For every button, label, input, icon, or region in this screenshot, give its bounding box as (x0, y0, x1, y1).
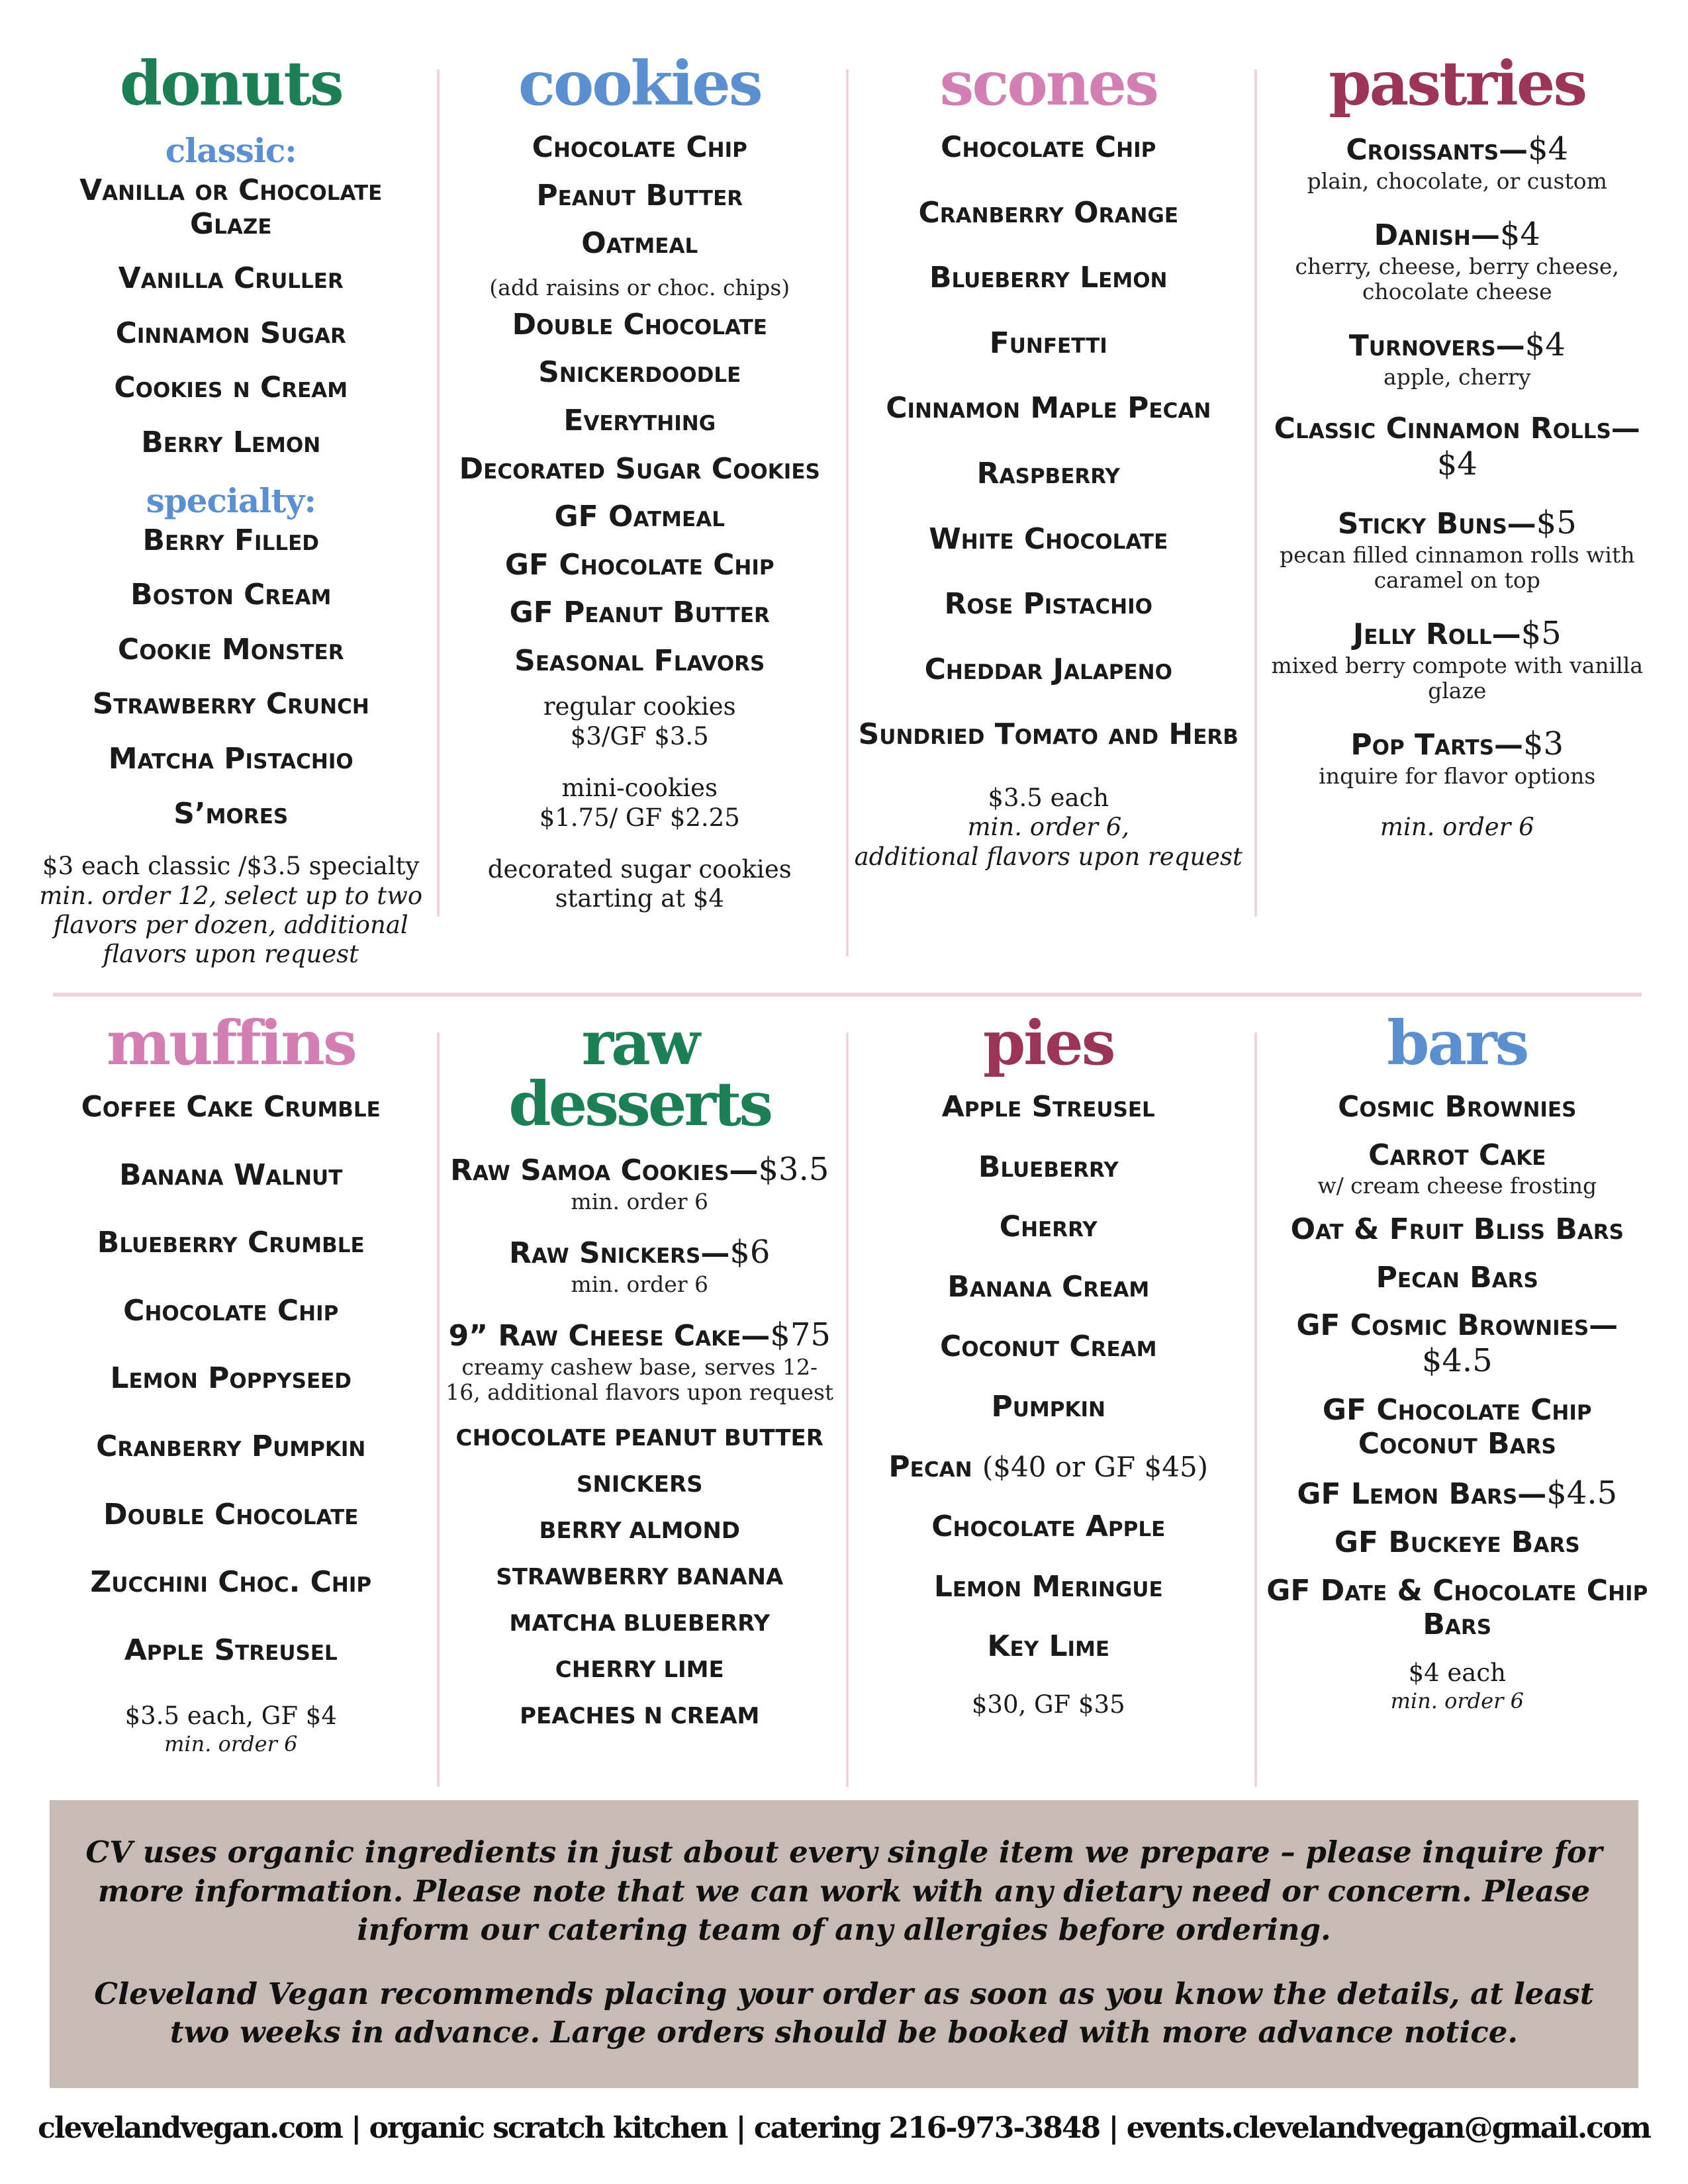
menu-item-name: Pop Tarts—$3 (1350, 725, 1564, 763)
decorated-cookies-price: starting at $4 (555, 884, 724, 913)
menu-item: Key Lime (987, 1629, 1110, 1664)
menu-item-price: $6 (729, 1234, 771, 1271)
scones-extra: additional flavors upon request (854, 842, 1243, 871)
raw-desserts-heading: raw desserts (508, 1007, 771, 1140)
menu-item: Coconut Cream (939, 1330, 1157, 1364)
menu-item: BERRY ALMOND (539, 1518, 740, 1545)
donuts-terms: min. order 12, select up to two flavors per dozen, additional flavors upon request (39, 881, 423, 969)
menu-item (1262, 131, 1653, 194)
pastries-column (1253, 48, 1662, 966)
menu-item-name: Classic Cinnamon Rolls—$4 (1274, 412, 1640, 482)
menu-item-note: plain, chocolate, or custom (1307, 168, 1607, 195)
specialty-donut-list (36, 524, 426, 831)
menu-item: MATCHA BLUEBERRY (509, 1610, 771, 1637)
cookie-list-more (445, 308, 835, 678)
menu-item (1262, 216, 1653, 304)
mini-cookies-label: mini-cookies (561, 774, 718, 803)
menu-item (1262, 1526, 1653, 1560)
regular-cookies-label: regular cookies (543, 692, 736, 721)
pastry-list (1262, 131, 1653, 789)
pie-list (853, 1091, 1244, 1424)
menu-item: Blueberry Lemon (929, 261, 1168, 295)
menu-item: Apple Streusel (124, 1633, 338, 1667)
scone-list (853, 131, 1244, 752)
menu-item: Zucchini Choc. Chip (90, 1565, 372, 1600)
menu-item: PEACHES N CREAM (520, 1703, 760, 1730)
menu-item: Sundried Tomato and Herb (858, 717, 1239, 752)
menu-item-name: GF Buckeye Bars (1334, 1525, 1580, 1560)
menu-item-name: GF Lemon Bars—$4.5 (1297, 1475, 1618, 1512)
menu-item-price: $3.5 (758, 1151, 829, 1188)
pie-list-more (853, 1510, 1244, 1664)
menu-item: Oatmeal (581, 226, 698, 261)
cookies-column (436, 48, 845, 966)
menu-item-name: Sticky Buns—$5 (1337, 504, 1577, 542)
menu-item: Lemon Meringue (933, 1569, 1163, 1604)
raw-flavor-list (445, 1425, 835, 1729)
menu-item: Cranberry Orange (918, 195, 1179, 230)
menu-item: GF Oatmeal (554, 500, 725, 534)
menu-item-name: Jelly Roll—$5 (1352, 615, 1562, 653)
menu-item-note: inquire for flavor options (1319, 763, 1596, 790)
menu-item-name: GF Cosmic Brownies—$4.5 (1296, 1308, 1618, 1379)
menu-item: Banana Walnut (119, 1158, 343, 1192)
menu-item (1262, 615, 1653, 704)
donuts-price: $3 each classic /$3.5 specialty (42, 852, 420, 881)
menu-item-name: Raw Samoa Cookies—$3.5 (450, 1151, 829, 1188)
divider-horizontal (53, 993, 1642, 997)
cookie-list (445, 131, 835, 261)
menu-item-price: $4.5 (1546, 1475, 1618, 1512)
divider-vertical (1254, 69, 1257, 917)
menu-item-note: mixed berry compote with vanilla glaze (1271, 653, 1644, 704)
pastries-heading: pastries (1329, 48, 1586, 119)
menu-item: Lemon Poppyseed (110, 1361, 352, 1396)
menu-item-price: $4 (1499, 216, 1540, 253)
menu-item: Funfetti (989, 326, 1107, 360)
raw-desserts-column (436, 1007, 845, 1794)
menu-item-price: $5 (1536, 504, 1577, 542)
menu-item: STRAWBERRY BANANA (496, 1564, 784, 1591)
menu-item (1262, 1139, 1653, 1199)
menu-item (1262, 505, 1653, 593)
classic-label: classic: (165, 131, 297, 170)
menu-item-price: $3 (1523, 725, 1564, 763)
muffin-list (36, 1091, 426, 1667)
menu-item: Cookies n Cream (114, 371, 348, 405)
bars-column (1253, 1007, 1662, 1794)
menu-item: Chocolate Chip (941, 130, 1156, 164)
menu-item-price: $4 (1528, 130, 1569, 167)
donuts-column (26, 48, 436, 969)
menu-item: Cinnamon Maple Pecan (886, 391, 1211, 426)
menu-item: SNICKERS (576, 1471, 703, 1498)
donuts-heading: donuts (119, 48, 342, 119)
menu-item: Peanut Butter (536, 178, 743, 212)
bars-price: $4 each (1408, 1659, 1506, 1688)
menu-item: Cranberry Pumpkin (96, 1429, 366, 1463)
menu-item: Seasonal Flavors (514, 643, 765, 678)
muffins-price: $3.5 each, GF $4 (124, 1702, 337, 1731)
bar-list (1262, 1091, 1653, 1641)
top-menu-row (26, 48, 1662, 969)
scones-column (844, 48, 1253, 966)
scones-heading: scones (939, 48, 1157, 119)
organic-notice: CV uses organic ingredients in just about every single item we prepare – please inquire for more information. Please note that we can work with any dietary need or concern. Please inform our catering team of any allergies before ordering. (85, 1835, 1603, 1947)
menu-item-note: min. order 6 (571, 1271, 709, 1298)
menu-item: Chocolate Chip (123, 1293, 339, 1328)
pies-column (844, 1007, 1253, 1794)
menu-item: Cinnamon Sugar (115, 316, 346, 350)
menu-item-note: creamy cashew base, serves 12-16, additional flavors upon request (445, 1354, 834, 1406)
menu-item-note: cherry, cheese, berry cheese, chocolate cheese (1295, 253, 1619, 305)
menu-item-price: $75 (770, 1316, 831, 1354)
menu-item: Everything (563, 403, 716, 437)
menu-item (1262, 327, 1653, 390)
menu-item: GF Peanut Butter (509, 596, 770, 630)
menu-item: Snickerdoodle (538, 355, 741, 390)
menu-item-name: Oat & Fruit Bliss Bars (1290, 1212, 1624, 1247)
cookies-heading: cookies (518, 48, 761, 119)
menu-item-note: apple, cherry (1383, 364, 1531, 390)
menu-item-name: GF Chocolate Chip Coconut Bars (1322, 1393, 1592, 1461)
menu-item: Double Chocolate (512, 307, 767, 341)
pies-heading: pies (982, 1007, 1114, 1079)
menu-item: Berry Lemon (141, 425, 321, 459)
menu-item: Vanilla or Chocolate Glaze (79, 173, 383, 241)
menu-item: Coffee Cake Crumble (81, 1090, 381, 1124)
menu-item: Raspberry (976, 456, 1120, 490)
menu-item: Decorated Sugar Cookies (459, 451, 820, 486)
decorated-cookies-label: decorated sugar cookies (487, 855, 792, 884)
menu-item: Chocolate Chip (532, 130, 747, 164)
menu-item-note: pecan filled cinnamon rolls with caramel on top (1280, 542, 1635, 594)
menu-item-note: min. order 6 (571, 1189, 709, 1215)
menu-item-name: Cosmic Brownies (1338, 1090, 1577, 1124)
menu-item: Double Chocolate (103, 1497, 359, 1531)
menu-item: Strawberry Crunch (92, 687, 369, 721)
menu-item: Pumpkin (991, 1389, 1105, 1424)
menu-item: Apple Streusel (941, 1090, 1155, 1124)
divider-vertical (846, 69, 849, 956)
menu-item (1262, 1213, 1653, 1247)
menu-item-price: $5 (1521, 615, 1562, 653)
menu-item: Cheddar Jalapeno (924, 652, 1172, 686)
menu-item: Cherry (999, 1210, 1098, 1244)
menu-item-price: $4 (1436, 445, 1477, 482)
menu-item (1262, 1091, 1653, 1124)
bars-min: min. order 6 (1390, 1688, 1524, 1713)
menu-item (445, 1152, 835, 1214)
bars-heading: bars (1387, 1007, 1528, 1079)
menu-item-note: w/ cream cheese frosting (1317, 1173, 1597, 1199)
menu-item: Berry Filled (142, 523, 320, 557)
ordering-notice (50, 1800, 1638, 2088)
menu-item-name: 9” Raw Cheese Cake—$75 (448, 1316, 831, 1354)
oatmeal-note: (add raisins or choc. chips) (489, 274, 790, 300)
menu-item-name: GF Date & Chocolate Chip Bars (1266, 1574, 1648, 1641)
specialty-label: specialty: (146, 480, 316, 520)
menu-item: White Chocolate (929, 522, 1168, 556)
menu-item: Vanilla Cruller (118, 261, 344, 296)
muffins-column (26, 1007, 436, 1794)
menu-item: Matcha Pistachio (108, 741, 353, 776)
menu-item (1262, 1475, 1653, 1512)
menu-item-name: Carrot Cake (1368, 1138, 1546, 1172)
menu-item: Chocolate Apple (931, 1510, 1166, 1544)
raw-dessert-list (445, 1152, 835, 1405)
menu-item (1262, 1574, 1653, 1641)
divider-vertical (437, 1032, 440, 1787)
menu-item: Boston Cream (130, 578, 332, 612)
scones-min: min. order 6, (967, 813, 1130, 842)
menu-item: Cookie Monster (117, 632, 344, 666)
pecan-pie-item: Pecan ($40 or GF $45) (888, 1449, 1209, 1484)
muffins-min: min. order 6 (164, 1731, 298, 1756)
menu-item: Blueberry Crumble (97, 1226, 365, 1260)
menu-item-price: $4 (1524, 326, 1566, 364)
menu-item: Blueberry (978, 1150, 1119, 1184)
menu-item-name: Croissants—$4 (1346, 130, 1569, 167)
divider-vertical (437, 69, 440, 917)
menu-item (1262, 1309, 1653, 1379)
contact-footer: clevelandvegan.com | organic scratch kitchen | catering 216-973-3848 | events.clevelandvegan@gmail.com (38, 2111, 1650, 2145)
muffins-heading: muffins (106, 1007, 355, 1079)
menu-item-name: Pecan Bars (1376, 1260, 1538, 1295)
menu-item (1262, 1394, 1653, 1461)
menu-item (1262, 726, 1653, 789)
bottom-menu-row (26, 1007, 1662, 1794)
menu-item-name: Danish—$4 (1374, 216, 1540, 253)
divider-vertical (1254, 1032, 1257, 1787)
regular-cookies-price: $3/GF $3.5 (570, 721, 709, 751)
menu-item-name: Turnovers—$4 (1348, 326, 1566, 364)
menu-item (1262, 412, 1653, 482)
pastries-min: min. order 6 (1380, 813, 1534, 842)
menu-item (445, 1234, 835, 1297)
menu-item (445, 1317, 835, 1405)
menu-item: CHOCOLATE PEANUT BUTTER (455, 1425, 823, 1452)
menu-item: CHERRY LIME (555, 1657, 724, 1684)
menu-item: S’mores (173, 796, 289, 831)
advance-notice: Cleveland Vegan recommends placing your order as soon as you know the details, at least two weeks in advance. Large orders should be booked with more advance notice. (94, 1976, 1594, 2050)
menu-item: GF Chocolate Chip (504, 547, 774, 582)
menu-item (1262, 1261, 1653, 1295)
divider-vertical (846, 1032, 849, 1787)
menu-item: Rose Pistachio (944, 587, 1152, 621)
menu-item-name: Raw Snickers—$6 (509, 1234, 771, 1271)
menu-item: Banana Cream (947, 1269, 1150, 1304)
classic-donut-list (36, 174, 426, 460)
menu-item-price: $4.5 (1421, 1342, 1493, 1379)
pies-price: $30, GF $35 (971, 1690, 1125, 1719)
mini-cookies-price: $1.75/ GF $2.25 (539, 803, 740, 832)
scones-price: $3.5 each (988, 783, 1109, 812)
